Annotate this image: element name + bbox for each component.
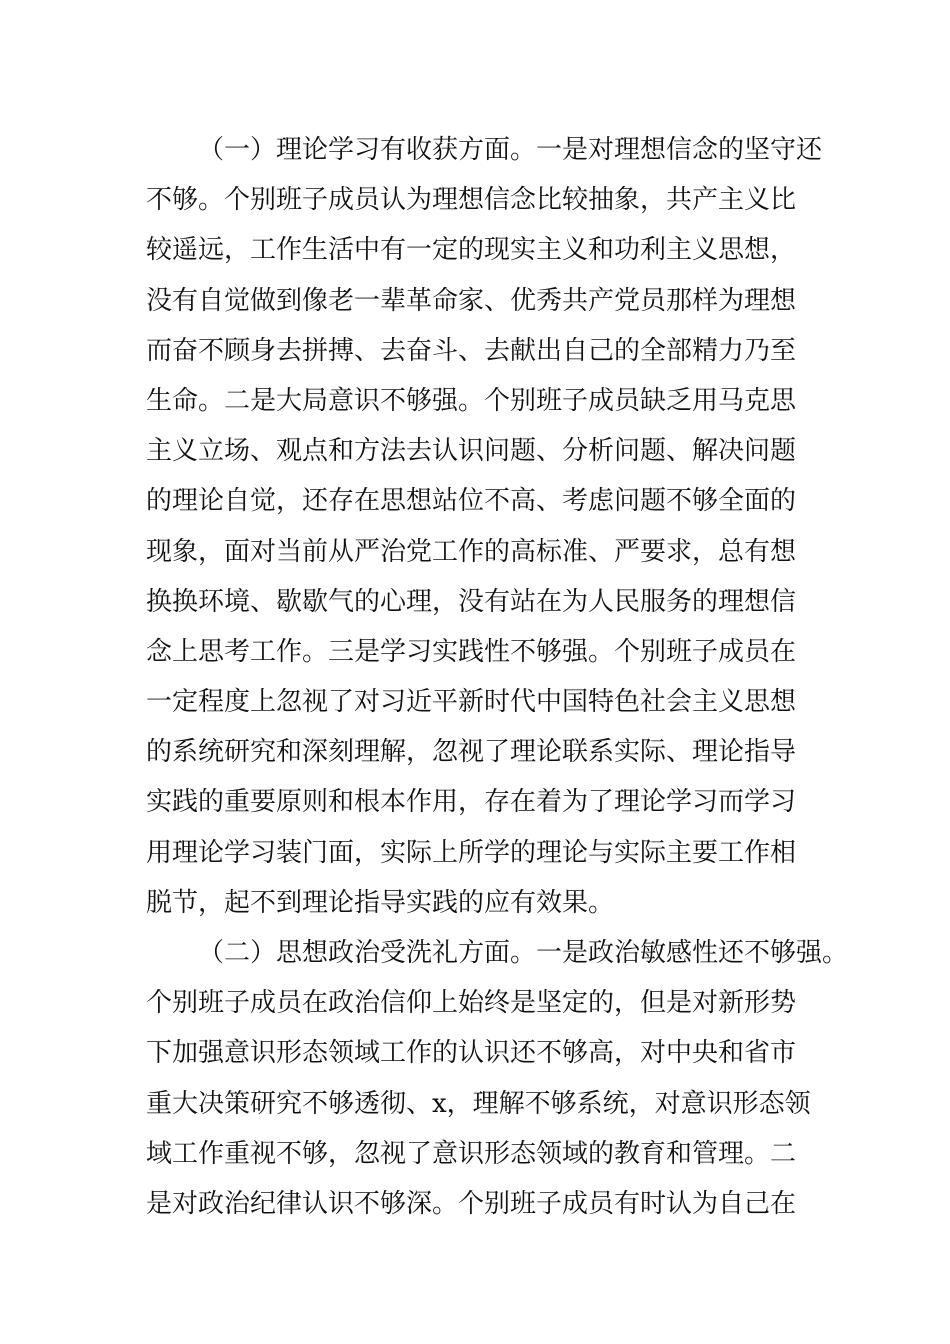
- paragraph-1-line-3: 较遥远，工作生活中有一定的现实主义和功利主义思想，: [146, 235, 797, 266]
- paragraph-1-line-7: 主义立场、观点和方法去认识问题、分析问题、解决问题: [146, 436, 797, 467]
- paragraph-1-line-12: 一定程度上忽视了对习近平新时代中国特色社会主义思想: [146, 687, 797, 718]
- paragraph-1-line-1: （一）理论学习有收获方面。一是对理想信念的坚守还: [198, 135, 823, 165]
- paragraph-1-line-11: 念上思考工作。三是学习实践性不够强。个别班子成员在: [146, 636, 797, 667]
- paragraph-1-line-2: 不够。个别班子成员认为理想信念比较抽象，共产主义比: [146, 185, 797, 216]
- body-text: [146, 125, 849, 1229]
- paragraph-2-line-4: 重大决策研究不够透彻、x，理解不够系统，对意识形态领: [146, 1088, 811, 1119]
- paragraph-2-line-5: 域工作重视不够，忽视了意识形态领域的教育和管理。二: [146, 1138, 797, 1169]
- paragraph-1-line-10: 换换环境、歇歇气的心理，没有站在为人民服务的理想信: [146, 586, 797, 617]
- paragraph-1-line-8: 的理论自觉，还存在思想站位不高、考虑问题不够全面的: [146, 486, 797, 517]
- paragraph-2-line-1: （二）思想政治受洗礼方面。一是政治敏感性还不够强。: [198, 938, 849, 968]
- paragraph-1-line-9: 现象，面对当前从严治党工作的高标准、严要求，总有想: [146, 536, 797, 567]
- paragraph-2-line-2: 个别班子成员在政治信仰上始终是坚定的，但是对新形势: [146, 988, 797, 1019]
- paragraph-1-line-15: 用理论学习装门面，实际上所学的理论与实际主要工作相: [146, 837, 797, 868]
- paragraph-1-line-13: 的系统研究和深刻理解，忽视了理论联系实际、理论指导: [146, 737, 797, 768]
- paragraph-2-line-3: 下加强意识形态领域工作的认识还不够高，对中央和省市: [146, 1038, 797, 1069]
- paragraph-1-line-6: 生命。二是大局意识不够强。个别班子成员缺乏用马克思: [146, 385, 797, 416]
- paragraph-2-line-6: 是对政治纪律认识不够深。个别班子成员有时认为自己在: [146, 1188, 797, 1219]
- paragraph-1-line-5: 而奋不顾身去拼搏、去奋斗、去献出自己的全部精力乃至: [146, 335, 797, 366]
- paragraph-1-line-4: 没有自觉做到像老一辈革命家、优秀共产党员那样为理想: [146, 285, 797, 316]
- paragraph-1-line-14: 实践的重要原则和根本作用，存在着为了理论学习而学习: [146, 787, 797, 818]
- paragraph-1-line-16: 脱节，起不到理论指导实践的应有效果。: [146, 887, 615, 918]
